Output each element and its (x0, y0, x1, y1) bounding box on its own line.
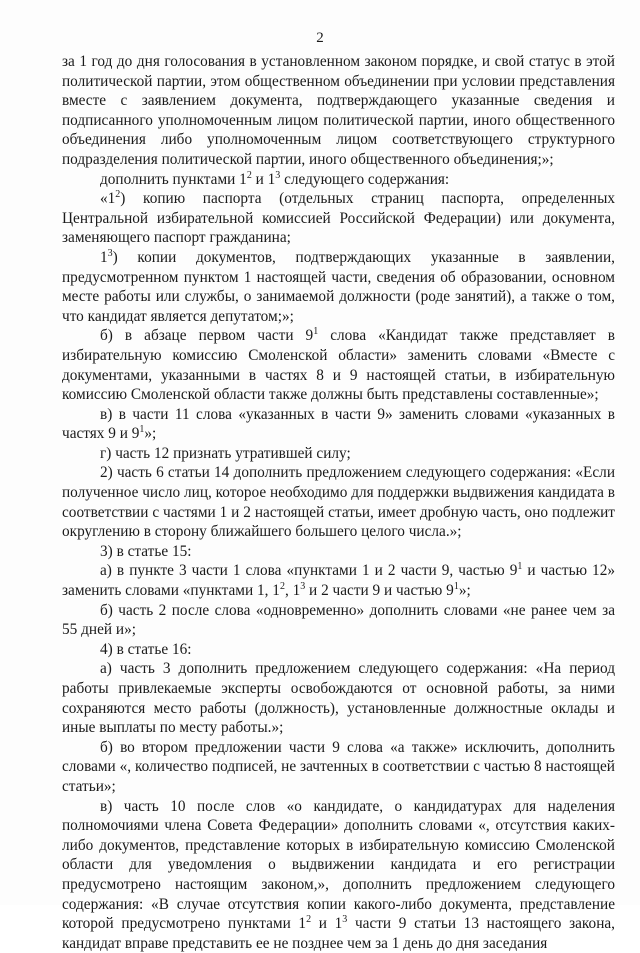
paragraph: 3) в статье 15: (100, 542, 192, 560)
paragraph: $1^3$) копии документов, подтверждающих указанные в заявлении, предусмотренном пунктом 1 настоящей части, сведения об образовании, основном месте работы или службы, о занимаемой должности (роде занятий), а также о том, что кандидат является депутатом;»; (62, 247, 615, 325)
paragraph: а) в пункте 3 части 1 слова «пунктами 1 и 2 части 9, частью $9^1$ и частью 12» заменить словами «пунктами 1, $1^2$, $1^3$ и 2 части 9 и частью $9^1$»; (62, 561, 615, 600)
paragraph: б) во втором предложении части 9 слова «а также» исключить, дополнить словами «, количество подписей, не зачтенных в соответствии с частью 8 настоящей статьи»; (62, 738, 615, 795)
paragraph: 2) часть 6 статьи 14 дополнить предложением следующего содержания: «Если полученное число лиц, которое необходимо для поддержки выдвижения кандидата в соответствии с частями 1 и 2 настоящей статьи, имеет дробную часть, оно подлежит округлению в сторону ближайшего большего целого числа.»; (62, 464, 615, 541)
paragraph: б) в абзаце первом части $9^1$ слова «Кандидат также представляет в избирательную комиссию Смоленской области» заменить словами «Вместе с документами, указанными в частях 8 и 9 настоящей статьи, в избирательную комиссию Смоленской области также должны быть представлены составленные»; (62, 326, 615, 404)
document-body (62, 52, 615, 953)
paragraph: а) часть 3 дополнить предложением следующего содержания: «На период работы привлекаемые эксперты освобождаются от основной работы, за ними сохраняются место работы (должность), установленные должностные оклады и иные выплаты по месту работы.»; (62, 660, 615, 737)
paragraph: б) часть 2 после слова «одновременно» дополнить словами «не ранее чем за 55 дней и»; (62, 601, 615, 639)
paragraph: 4) в статье 16: (100, 640, 192, 658)
paragraph: г) часть 12 признать утратившей силу; (100, 444, 351, 462)
paragraph: в) часть 10 после слов «о кандидате, о кандидатурах для наделения полномочиями члена Совета Федерации» дополнить словами «, отсутствия каких-либо документов, представление которых в избирательную комиссию Смоленской области для уведомления о выдвижении кандидата и его регистрации предусмотрено настоящим законом,», дополнить предложением следующего содержания: «В случае отсутствия копии какого-либо документа, представление которой предусмотрено пунктами $1^2$ и $1^3$ части 9 статьи 13 настоящего закона, кандидат вправе представить ее не позднее чем за 1 день до дня заседания (62, 797, 616, 952)
page-number: 2 (316, 30, 324, 46)
paragraph: «$1^2$) копию паспорта (отдельных страниц паспорта, определенных Центральной избирательной комиссией Российской Федерации) или документа, заменяющего паспорт гражданина; (62, 189, 615, 247)
paragraph: за 1 год до дня голосования в установленном законом порядке, и свой статус в этой политической партии, этом общественном объединении при условии представления вместе с заявлением документа, подтверждающего указанные сведения и подписанного уполномоченным лицом политической партии, иного общественного объединения либо уполномоченным лицом соответствующего структурного подразделения политической партии, иного общественного объединения;»; (62, 53, 615, 168)
paragraph: в) в части 11 слова «указанных в части 9» заменить словами «указанных в частях 9 и $9^1$»; (62, 405, 615, 443)
paragraph: дополнить пунктами $1^2$ и $1^3$ следующего содержания: (100, 169, 450, 188)
